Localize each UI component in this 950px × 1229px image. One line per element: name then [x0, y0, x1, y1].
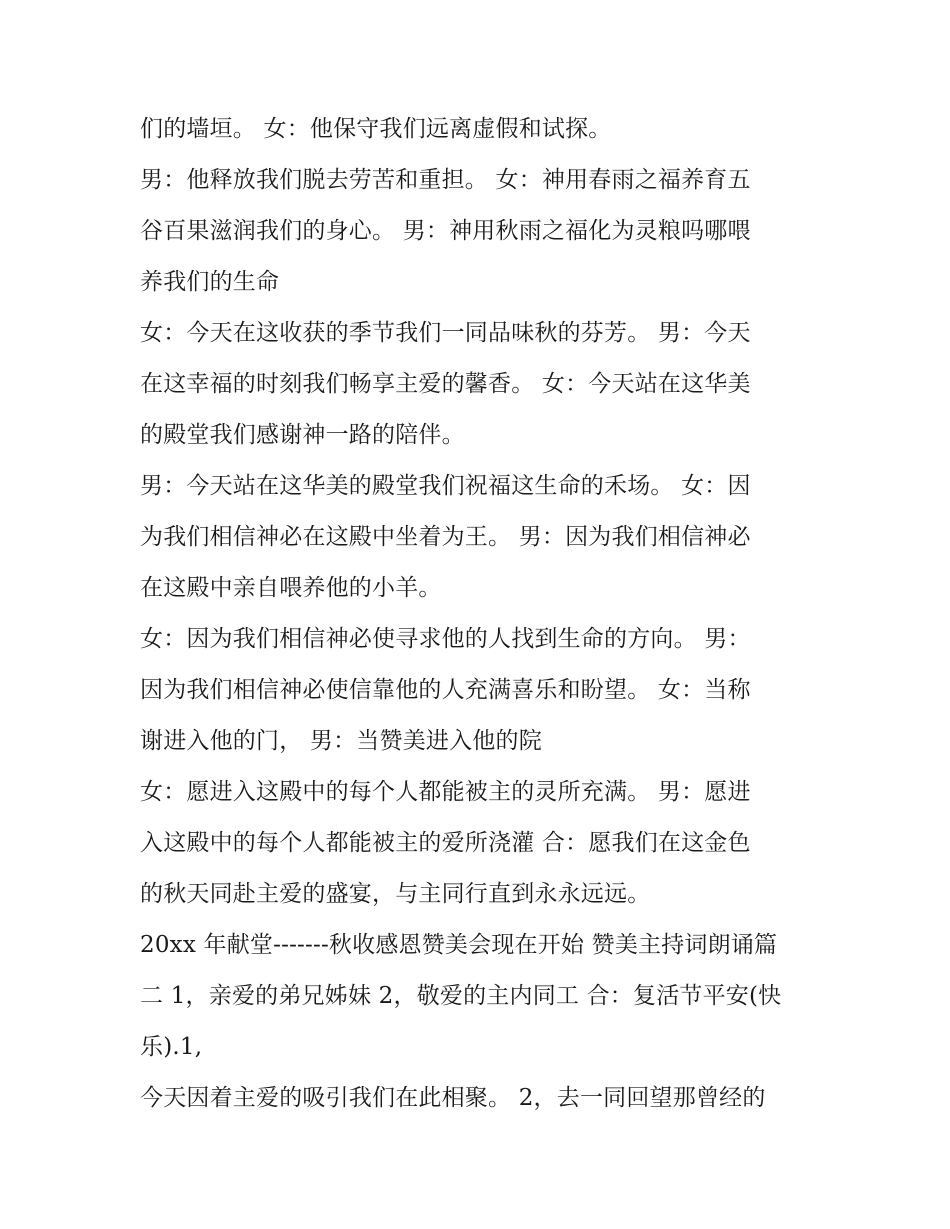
text-line: 的殿堂我们感谢神一路的陪伴。 [140, 422, 465, 448]
text-line: 男：他释放我们脱去劳苦和重担。 女：神用春雨之福养育五 [140, 167, 751, 193]
text-line: 男：今天站在这华美的殿堂我们祝福这生命的禾场。 女：因 [140, 473, 751, 499]
text-line: 入这殿中的每个人都能被主的爱所浇灌 合：愿我们在这金色 [140, 830, 751, 856]
text-line: 的秋天同赴主爱的盛宴，与主同行直到永永远远。 [140, 881, 651, 907]
body-text [140, 104, 820, 1124]
text-line: 乐).1, [140, 1034, 203, 1060]
text-line: 因为我们相信神必使信靠他的人充满喜乐和盼望。 女：当称 [140, 677, 751, 703]
text-line: 女：愿进入这殿中的每个人都能被主的灵所充满。 男：愿进 [140, 779, 751, 805]
text-line: 今天因着主爱的吸引我们在此相聚。 2，去一同回望那曾经的 [140, 1085, 766, 1111]
text-line: 20xx 年献堂-------秋收感恩赞美会现在开始 赞美主持词朗诵篇 [140, 932, 778, 958]
text-line: 养我们的生命 [140, 269, 280, 295]
text-line: 谷百果滋润我们的身心。 男：神用秋雨之福化为灵粮吗哪喂 [140, 218, 751, 244]
text-line: 们的墙垣。 女：他保守我们远离虚假和试探。 [140, 116, 612, 142]
text-line: 在这幸福的时刻我们畅享主爱的馨香。 女：今天站在这华美 [140, 371, 751, 397]
text-line: 谢进入他的门， 男：当赞美进入他的院 [140, 728, 542, 754]
text-line: 女：今天在这收获的季节我们一同品味秋的芬芳。 男：今天 [140, 320, 751, 346]
text-line: 为我们相信神必在这殿中坐着为王。 男：因为我们相信神必 [140, 524, 751, 550]
text-line: 在这殿中亲自喂养他的小羊。 [140, 575, 442, 601]
text-line: 二 1，亲爱的弟兄姊妹 2，敬爱的主内同工 合：复活节平安(快 [140, 983, 782, 1009]
text-line: 女：因为我们相信神必使寻求他的人找到生命的方向。 男： [140, 626, 751, 652]
